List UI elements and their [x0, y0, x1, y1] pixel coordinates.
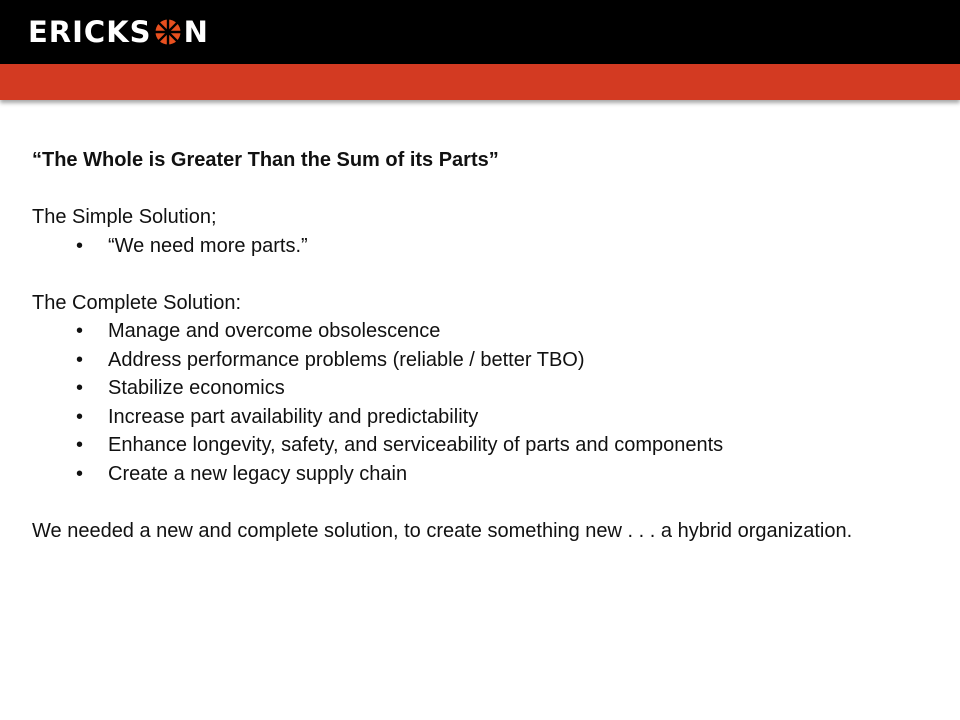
complete-solution-heading: The Complete Solution:	[32, 291, 242, 314]
list-item	[32, 460, 912, 489]
list-item	[32, 431, 912, 460]
accent-bar	[0, 64, 960, 100]
logo-text-left: ERICKS	[28, 15, 152, 49]
list-item	[32, 317, 912, 346]
bullet-icon: •	[76, 405, 84, 428]
list-item-text: Enhance longevity, safety, and serviceability of parts and components	[108, 434, 724, 456]
list-item	[32, 346, 912, 375]
bullet-icon: •	[76, 348, 84, 371]
list-item-text: Create a new legacy supply chain	[108, 462, 408, 485]
spacer	[32, 175, 912, 204]
spacer	[32, 488, 912, 517]
list-item-text: Stabilize economics	[108, 377, 285, 399]
bullet-icon: •	[76, 234, 84, 257]
list-item-text: “We need more parts.”	[108, 234, 308, 257]
simple-solution-list	[32, 232, 912, 261]
logo-mark-icon	[154, 18, 182, 46]
bullet-icon: •	[76, 377, 84, 399]
bullet-icon: •	[76, 320, 84, 342]
list-item-text: Manage and overcome obsolescence	[108, 320, 441, 342]
list-item-text: Increase part availability and predictability	[108, 405, 479, 428]
erickson-logo	[28, 17, 209, 47]
slide-body	[32, 146, 912, 545]
bullet-icon: •	[76, 434, 84, 456]
slide-title: “The Whole is Greater Than the Sum of its Parts”	[32, 149, 499, 171]
simple-solution-heading: The Simple Solution;	[32, 206, 217, 228]
spacer	[32, 260, 912, 289]
list-item	[32, 403, 912, 432]
conclusion-text: We needed a new and complete solution, to create something new . . . a hybrid organization.	[32, 519, 853, 542]
complete-solution-list	[32, 317, 912, 488]
list-item-text: Address performance problems (reliable / better TBO)	[108, 348, 585, 371]
bullet-icon: •	[76, 462, 84, 485]
list-item	[32, 232, 912, 261]
list-item	[32, 374, 912, 403]
logo-text-right: N	[183, 15, 209, 49]
header-bar	[0, 0, 960, 64]
